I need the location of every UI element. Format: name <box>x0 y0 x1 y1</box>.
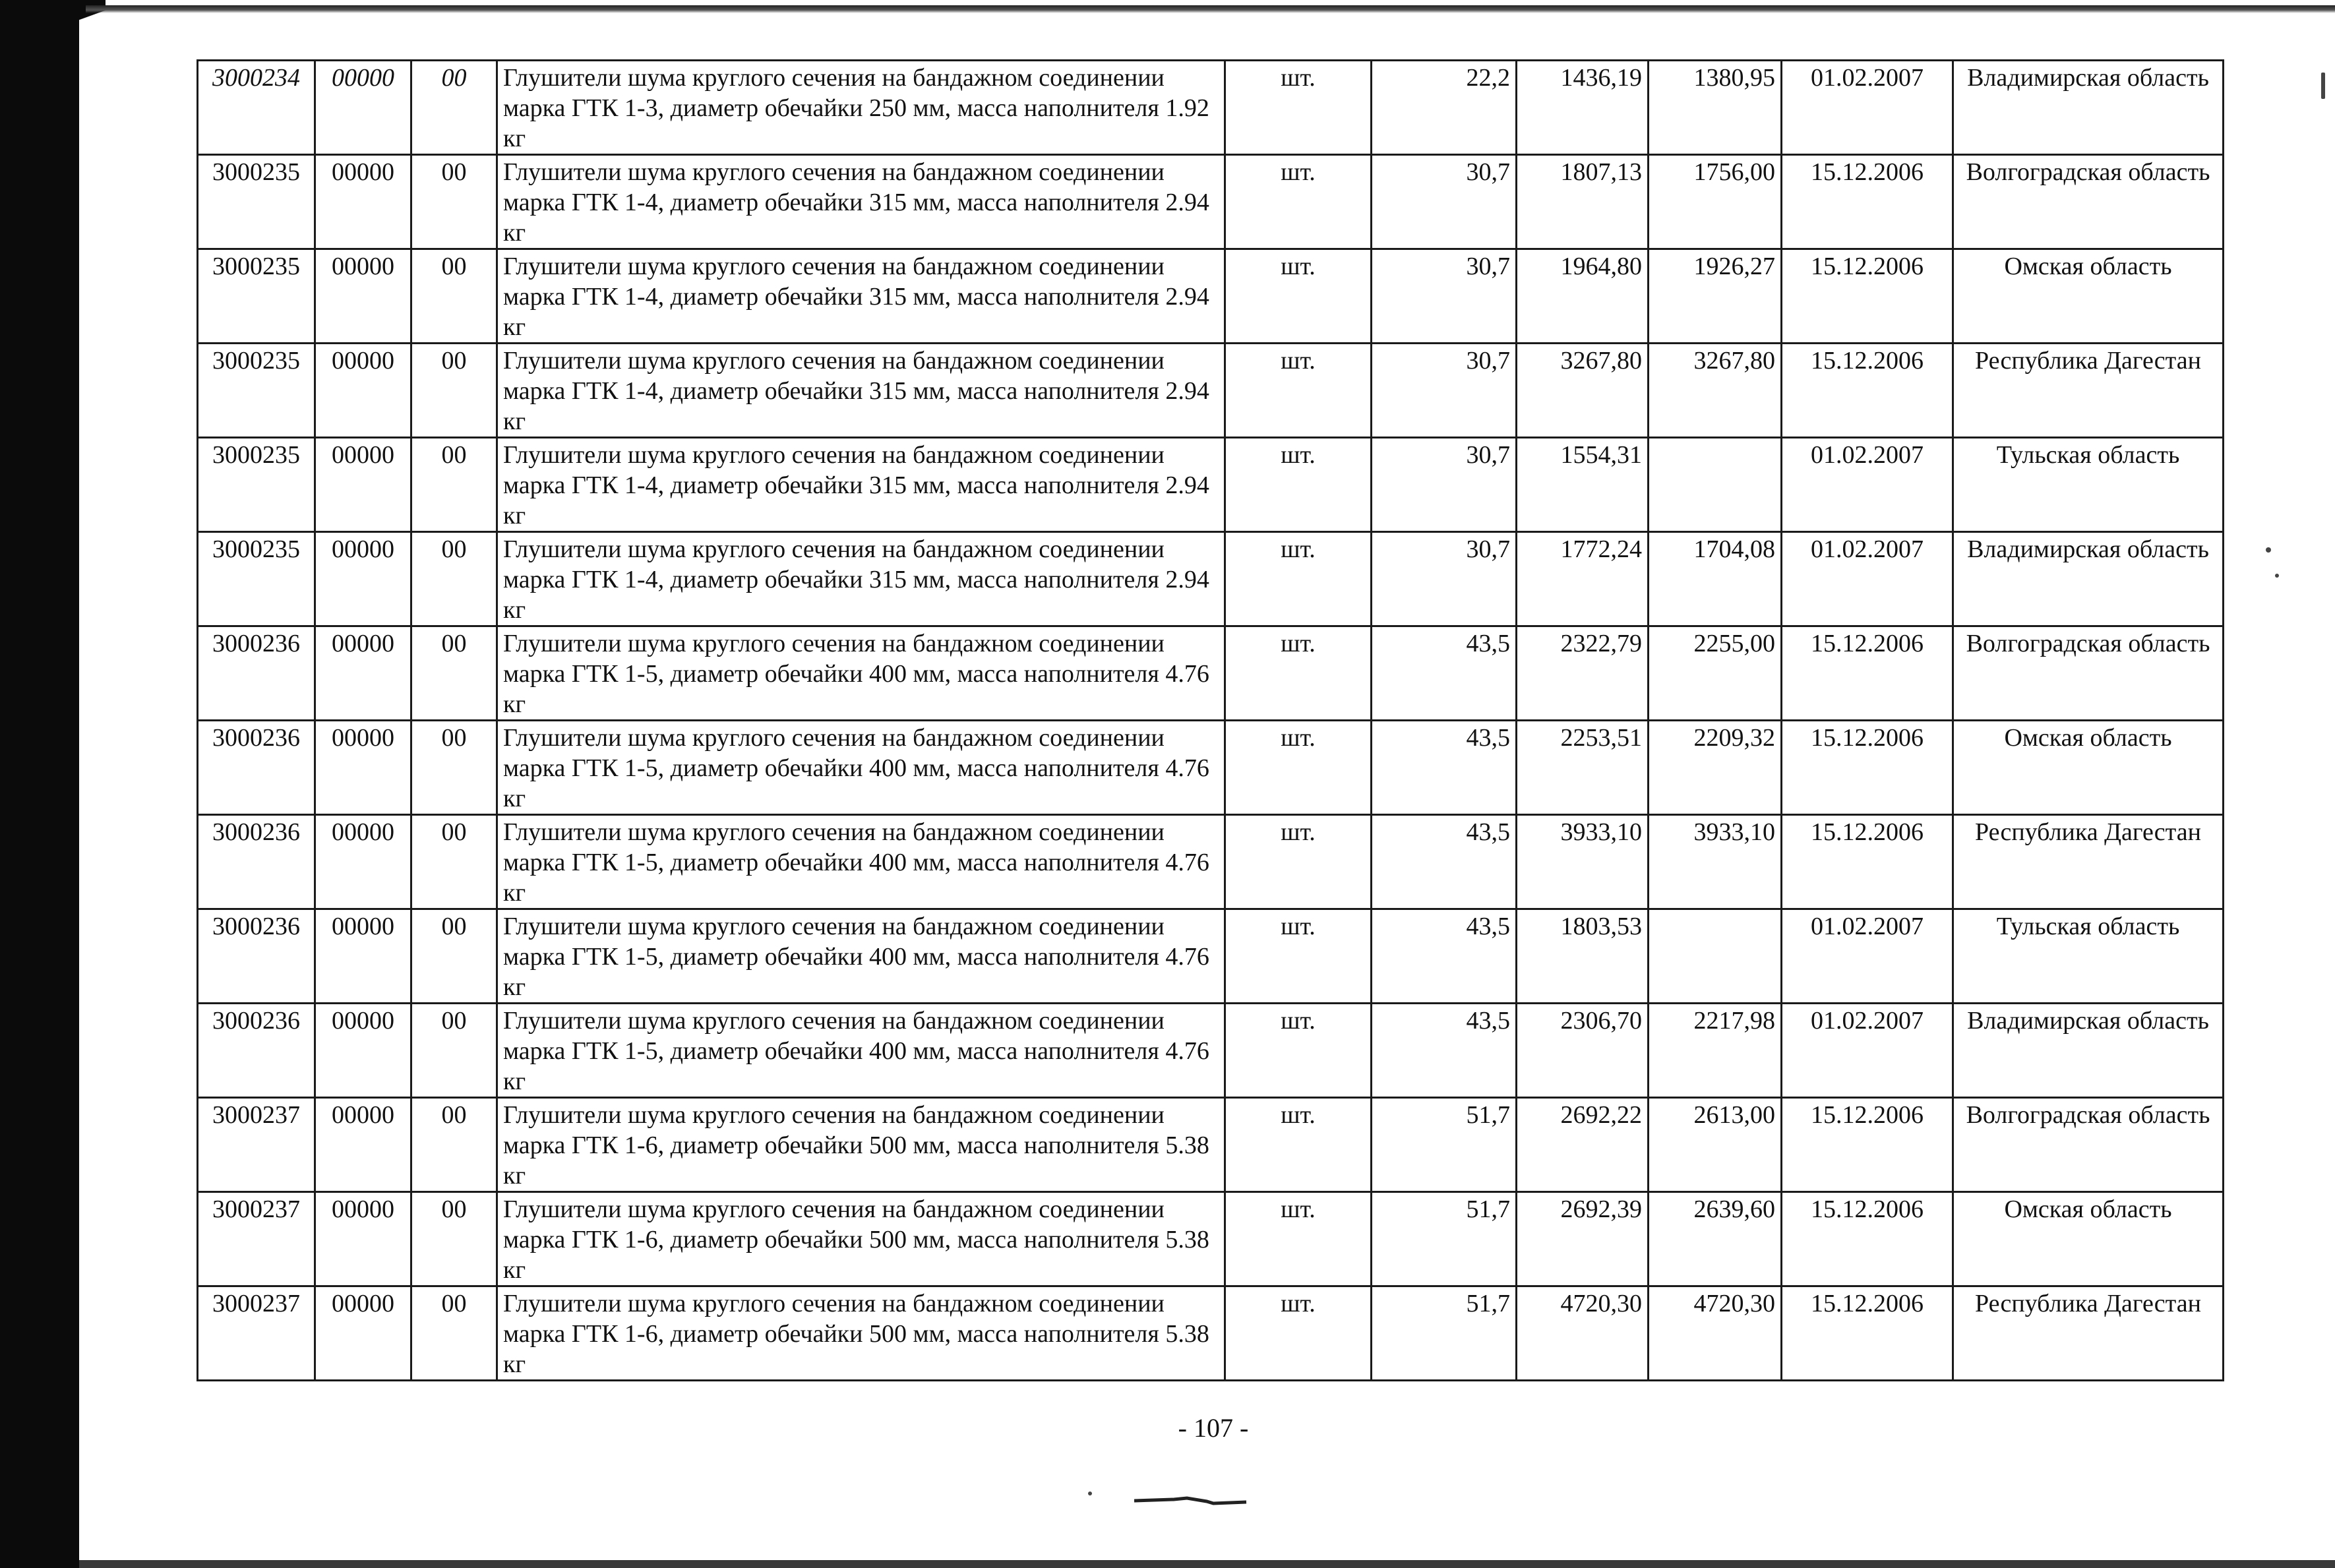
table-row <box>198 1004 2224 1098</box>
price-alt-cell <box>1649 909 1782 1004</box>
price-cell: 1436,19 <box>1517 61 1649 155</box>
table-row <box>198 61 2224 155</box>
subcode-cell: 00000 <box>315 909 411 1004</box>
resource-code-cell: 3000237 <box>198 1286 315 1381</box>
region-cell: Владимирская область <box>1953 61 2224 155</box>
scan-dark-edge-top <box>86 5 2335 13</box>
region-cell: Омская область <box>1953 249 2224 344</box>
item-name-cell: Глушители шума круглого сечения на бандажном соединении марка ГТК 1-4, диаметр обечайки 315 мм, масса наполнителя 2.94 кг <box>497 249 1225 344</box>
unit-cell: шт. <box>1225 155 1372 249</box>
resource-code-cell: 3000235 <box>198 249 315 344</box>
region-cell: Тульская область <box>1953 909 2224 1004</box>
item-name-cell: Глушители шума круглого сечения на бандажном соединении марка ГТК 1-5, диаметр обечайки 400 мм, масса наполнителя 4.76 кг <box>497 626 1225 721</box>
resource-code-cell: 3000236 <box>198 626 315 721</box>
date-cell: 15.12.2006 <box>1782 721 1953 815</box>
item-name-cell: Глушители шума круглого сечения на бандажном соединении марка ГТК 1-6, диаметр обечайки 500 мм, масса наполнителя 5.38 кг <box>497 1098 1225 1192</box>
resource-code-cell: 3000237 <box>198 1192 315 1286</box>
price-alt-cell: 3933,10 <box>1649 815 1782 909</box>
unit-cell: шт. <box>1225 438 1372 532</box>
unit-cell: шт. <box>1225 1098 1372 1192</box>
subcode-cell: 00000 <box>315 532 411 626</box>
date-cell: 15.12.2006 <box>1782 1286 1953 1381</box>
date-cell: 01.02.2007 <box>1782 61 1953 155</box>
table-row <box>198 1098 2224 1192</box>
subcode2-cell: 00 <box>411 249 497 344</box>
date-cell: 01.02.2007 <box>1782 438 1953 532</box>
page-number: - 107 - <box>1178 1413 1249 1443</box>
subcode2-cell: 00 <box>411 721 497 815</box>
subcode2-cell: 00 <box>411 1286 497 1381</box>
region-cell: Республика Дагестан <box>1953 815 2224 909</box>
resource-code-cell: 3000236 <box>198 909 315 1004</box>
date-cell: 15.12.2006 <box>1782 344 1953 438</box>
scan-speck <box>2275 574 2279 578</box>
item-name-cell: Глушители шума круглого сечения на бандажном соединении марка ГТК 1-5, диаметр обечайки 400 мм, масса наполнителя 4.76 кг <box>497 721 1225 815</box>
date-cell: 15.12.2006 <box>1782 155 1953 249</box>
price-alt-cell: 4720,30 <box>1649 1286 1782 1381</box>
resource-code-cell: 3000234 <box>198 61 315 155</box>
region-cell: Волгоградская область <box>1953 1098 2224 1192</box>
resource-code-cell: 3000235 <box>198 532 315 626</box>
price-table-container <box>197 59 2222 1381</box>
table-row <box>198 155 2224 249</box>
quantity-cell: 51,7 <box>1372 1286 1517 1381</box>
scan-artifact-arrow-mark <box>1134 1495 1253 1506</box>
region-cell: Владимирская область <box>1953 532 2224 626</box>
subcode2-cell: 00 <box>411 1004 497 1098</box>
subcode2-cell: 00 <box>411 1192 497 1286</box>
table-row <box>198 1286 2224 1381</box>
scan-speck <box>2266 547 2271 553</box>
quantity-cell: 51,7 <box>1372 1192 1517 1286</box>
table-row <box>198 1192 2224 1286</box>
date-cell: 15.12.2006 <box>1782 815 1953 909</box>
item-name-cell: Глушители шума круглого сечения на бандажном соединении марка ГТК 1-4, диаметр обечайки 315 мм, масса наполнителя 2.94 кг <box>497 438 1225 532</box>
item-name-cell: Глушители шума круглого сечения на бандажном соединении марка ГТК 1-6, диаметр обечайки 500 мм, масса наполнителя 5.38 кг <box>497 1286 1225 1381</box>
subcode2-cell: 00 <box>411 626 497 721</box>
item-name-cell: Глушители шума круглого сечения на бандажном соединении марка ГТК 1-4, диаметр обечайки 315 мм, масса наполнителя 2.94 кг <box>497 532 1225 626</box>
scan-speck <box>1088 1492 1092 1495</box>
quantity-cell: 30,7 <box>1372 249 1517 344</box>
item-name-cell: Глушители шума круглого сечения на бандажном соединении марка ГТК 1-4, диаметр обечайки 315 мм, масса наполнителя 2.94 кг <box>497 344 1225 438</box>
quantity-cell: 43,5 <box>1372 815 1517 909</box>
subcode2-cell: 00 <box>411 438 497 532</box>
region-cell: Волгоградская область <box>1953 155 2224 249</box>
price-alt-cell: 1756,00 <box>1649 155 1782 249</box>
price-cell: 2306,70 <box>1517 1004 1649 1098</box>
price-cell: 2692,22 <box>1517 1098 1649 1192</box>
price-cell: 3933,10 <box>1517 815 1649 909</box>
resource-code-cell: 3000235 <box>198 438 315 532</box>
region-cell: Республика Дагестан <box>1953 1286 2224 1381</box>
unit-cell: шт. <box>1225 1192 1372 1286</box>
subcode2-cell: 00 <box>411 344 497 438</box>
item-name-cell: Глушители шума круглого сечения на бандажном соединении марка ГТК 1-6, диаметр обечайки 500 мм, масса наполнителя 5.38 кг <box>497 1192 1225 1286</box>
quantity-cell: 30,7 <box>1372 155 1517 249</box>
subcode-cell: 00000 <box>315 438 411 532</box>
subcode-cell: 00000 <box>315 721 411 815</box>
price-alt-cell: 2639,60 <box>1649 1192 1782 1286</box>
subcode-cell: 00000 <box>315 344 411 438</box>
subcode-cell: 00000 <box>315 626 411 721</box>
quantity-cell: 43,5 <box>1372 1004 1517 1098</box>
table-row <box>198 721 2224 815</box>
subcode2-cell: 00 <box>411 61 497 155</box>
unit-cell: шт. <box>1225 909 1372 1004</box>
quantity-cell: 51,7 <box>1372 1098 1517 1192</box>
table-row <box>198 438 2224 532</box>
unit-cell: шт. <box>1225 626 1372 721</box>
price-cell: 1772,24 <box>1517 532 1649 626</box>
region-cell: Омская область <box>1953 721 2224 815</box>
date-cell: 15.12.2006 <box>1782 626 1953 721</box>
price-alt-cell: 2613,00 <box>1649 1098 1782 1192</box>
subcode2-cell: 00 <box>411 909 497 1004</box>
price-alt-cell: 2209,32 <box>1649 721 1782 815</box>
unit-cell: шт. <box>1225 721 1372 815</box>
quantity-cell: 30,7 <box>1372 344 1517 438</box>
scan-dark-edge-left <box>0 0 79 1568</box>
subcode-cell: 00000 <box>315 1286 411 1381</box>
region-cell: Республика Дагестан <box>1953 344 2224 438</box>
price-alt-cell <box>1649 438 1782 532</box>
item-name-cell: Глушители шума круглого сечения на бандажном соединении марка ГТК 1-5, диаметр обечайки 400 мм, масса наполнителя 4.76 кг <box>497 815 1225 909</box>
unit-cell: шт. <box>1225 249 1372 344</box>
item-name-cell: Глушители шума круглого сечения на бандажном соединении марка ГТК 1-5, диаметр обечайки 400 мм, масса наполнителя 4.76 кг <box>497 909 1225 1004</box>
price-cell: 1807,13 <box>1517 155 1649 249</box>
price-alt-cell: 2255,00 <box>1649 626 1782 721</box>
unit-cell: шт. <box>1225 1004 1372 1098</box>
price-alt-cell: 1926,27 <box>1649 249 1782 344</box>
region-cell: Омская область <box>1953 1192 2224 1286</box>
price-cell: 3267,80 <box>1517 344 1649 438</box>
item-name-cell: Глушители шума круглого сечения на бандажном соединении марка ГТК 1-5, диаметр обечайки 400 мм, масса наполнителя 4.76 кг <box>497 1004 1225 1098</box>
table-row <box>198 532 2224 626</box>
subcode-cell: 00000 <box>315 1004 411 1098</box>
subcode2-cell: 00 <box>411 532 497 626</box>
table-row <box>198 909 2224 1004</box>
price-cell: 1964,80 <box>1517 249 1649 344</box>
price-alt-cell: 3267,80 <box>1649 344 1782 438</box>
subcode-cell: 00000 <box>315 1098 411 1192</box>
scan-speck <box>2321 73 2325 99</box>
quantity-cell: 30,7 <box>1372 532 1517 626</box>
price-alt-cell: 2217,98 <box>1649 1004 1782 1098</box>
unit-cell: шт. <box>1225 344 1372 438</box>
price-table <box>197 59 2224 1381</box>
table-row <box>198 815 2224 909</box>
date-cell: 01.02.2007 <box>1782 909 1953 1004</box>
date-cell: 01.02.2007 <box>1782 1004 1953 1098</box>
subcode-cell: 00000 <box>315 249 411 344</box>
price-alt-cell: 1704,08 <box>1649 532 1782 626</box>
subcode-cell: 00000 <box>315 61 411 155</box>
subcode-cell: 00000 <box>315 155 411 249</box>
resource-code-cell: 3000236 <box>198 1004 315 1098</box>
price-cell: 2322,79 <box>1517 626 1649 721</box>
subcode-cell: 00000 <box>315 815 411 909</box>
region-cell: Тульская область <box>1953 438 2224 532</box>
item-name-cell: Глушители шума круглого сечения на бандажном соединении марка ГТК 1-3, диаметр обечайки 250 мм, масса наполнителя 1.92 кг <box>497 61 1225 155</box>
price-cell: 1554,31 <box>1517 438 1649 532</box>
quantity-cell: 43,5 <box>1372 721 1517 815</box>
price-cell: 4720,30 <box>1517 1286 1649 1381</box>
resource-code-cell: 3000235 <box>198 155 315 249</box>
price-cell: 2253,51 <box>1517 721 1649 815</box>
date-cell: 15.12.2006 <box>1782 249 1953 344</box>
resource-code-cell: 3000237 <box>198 1098 315 1192</box>
resource-code-cell: 3000235 <box>198 344 315 438</box>
resource-code-cell: 3000236 <box>198 721 315 815</box>
quantity-cell: 43,5 <box>1372 909 1517 1004</box>
date-cell: 15.12.2006 <box>1782 1098 1953 1192</box>
quantity-cell: 22,2 <box>1372 61 1517 155</box>
unit-cell: шт. <box>1225 61 1372 155</box>
table-row <box>198 344 2224 438</box>
date-cell: 01.02.2007 <box>1782 532 1953 626</box>
region-cell: Волгоградская область <box>1953 626 2224 721</box>
price-cell: 1803,53 <box>1517 909 1649 1004</box>
table-body <box>198 61 2224 1381</box>
quantity-cell: 30,7 <box>1372 438 1517 532</box>
date-cell: 15.12.2006 <box>1782 1192 1953 1286</box>
resource-code-cell: 3000236 <box>198 815 315 909</box>
table-row <box>198 249 2224 344</box>
subcode2-cell: 00 <box>411 155 497 249</box>
price-alt-cell: 1380,95 <box>1649 61 1782 155</box>
subcode2-cell: 00 <box>411 815 497 909</box>
price-cell: 2692,39 <box>1517 1192 1649 1286</box>
item-name-cell: Глушители шума круглого сечения на бандажном соединении марка ГТК 1-4, диаметр обечайки 315 мм, масса наполнителя 2.94 кг <box>497 155 1225 249</box>
table-row <box>198 626 2224 721</box>
unit-cell: шт. <box>1225 1286 1372 1381</box>
quantity-cell: 43,5 <box>1372 626 1517 721</box>
unit-cell: шт. <box>1225 532 1372 626</box>
subcode2-cell: 00 <box>411 1098 497 1192</box>
subcode-cell: 00000 <box>315 1192 411 1286</box>
region-cell: Владимирская область <box>1953 1004 2224 1098</box>
unit-cell: шт. <box>1225 815 1372 909</box>
scan-dark-edge-bottom <box>79 1560 2335 1568</box>
